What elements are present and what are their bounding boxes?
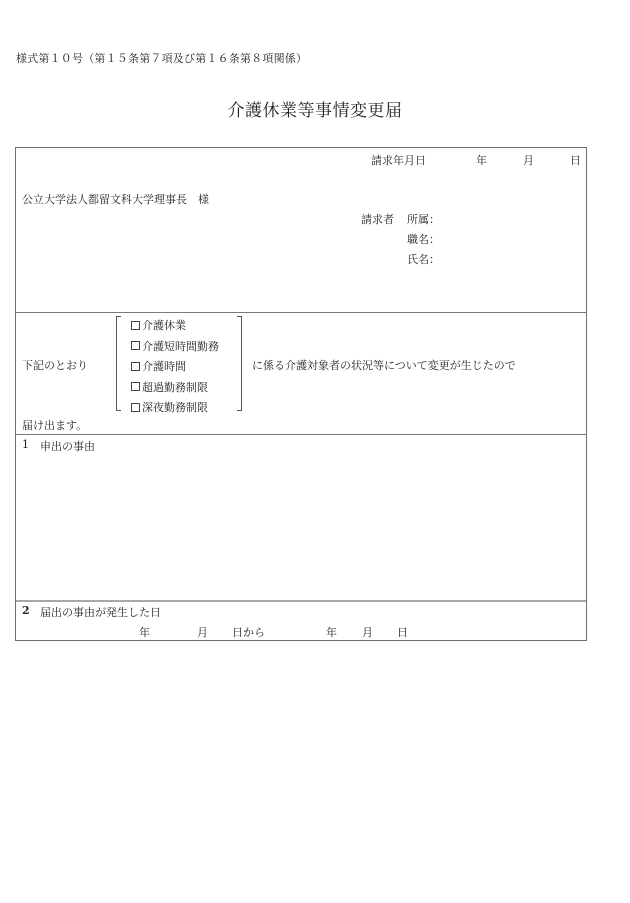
- option-care-time[interactable]: 介護時間: [131, 356, 219, 377]
- affiliation-field[interactable]: 所属：: [407, 213, 440, 226]
- request-date-month[interactable]: 月: [523, 154, 534, 167]
- to-year[interactable]: 年: [326, 626, 337, 639]
- from-month[interactable]: 月: [197, 626, 208, 639]
- addressee: 公立大学法人都留文科大学理事長 様: [22, 193, 209, 206]
- document-title: 介護休業等事情変更届: [227, 101, 403, 121]
- requester-label: 請求者: [361, 213, 394, 226]
- request-date-day[interactable]: 日: [570, 154, 581, 167]
- checkbox-icon[interactable]: [131, 341, 140, 350]
- name-field[interactable]: 氏名：: [407, 253, 440, 266]
- leave-type-options: [131, 315, 219, 418]
- request-date-label: 請求年月日: [371, 154, 426, 167]
- checkbox-icon[interactable]: [131, 321, 140, 330]
- checkbox-icon[interactable]: [131, 382, 140, 391]
- section-1-heading: 申出の事由: [40, 440, 95, 453]
- position-field[interactable]: 職名：: [407, 233, 440, 246]
- option-night-work-limit[interactable]: 深夜勤務制限: [131, 397, 219, 418]
- divider-header: [16, 312, 586, 313]
- option-short-hours[interactable]: 介護短時間勤務: [131, 336, 219, 357]
- left-bracket: [116, 316, 121, 411]
- option-overtime-limit[interactable]: 超過勤務制限: [131, 377, 219, 398]
- statement-prefix: 下記のとおり: [22, 359, 88, 372]
- section-1-number: 1: [22, 438, 29, 451]
- request-date-year[interactable]: 年: [476, 154, 487, 167]
- right-bracket: [237, 316, 242, 411]
- statement-suffix: に係る介護対象者の状況等について変更が生じたので: [252, 359, 516, 372]
- statement-closing: 届け出ます。: [22, 419, 88, 432]
- reason-input-area[interactable]: [18, 456, 584, 596]
- from-day[interactable]: 日から: [232, 626, 265, 639]
- form-number: 様式第１０号（第１５条第７項及び第１６条第８項関係）: [16, 52, 308, 65]
- checkbox-icon[interactable]: [131, 403, 140, 412]
- section-2-heading: 届出の事由が発生した日: [40, 606, 161, 619]
- divider-section-1: [16, 600, 586, 602]
- divider-statement: [16, 434, 586, 435]
- from-year[interactable]: 年: [139, 626, 150, 639]
- option-care-leave[interactable]: 介護休業: [131, 315, 219, 336]
- checkbox-icon[interactable]: [131, 362, 140, 371]
- to-day[interactable]: 日: [397, 626, 408, 639]
- to-month[interactable]: 月: [362, 626, 373, 639]
- section-2-number: 2: [22, 604, 30, 617]
